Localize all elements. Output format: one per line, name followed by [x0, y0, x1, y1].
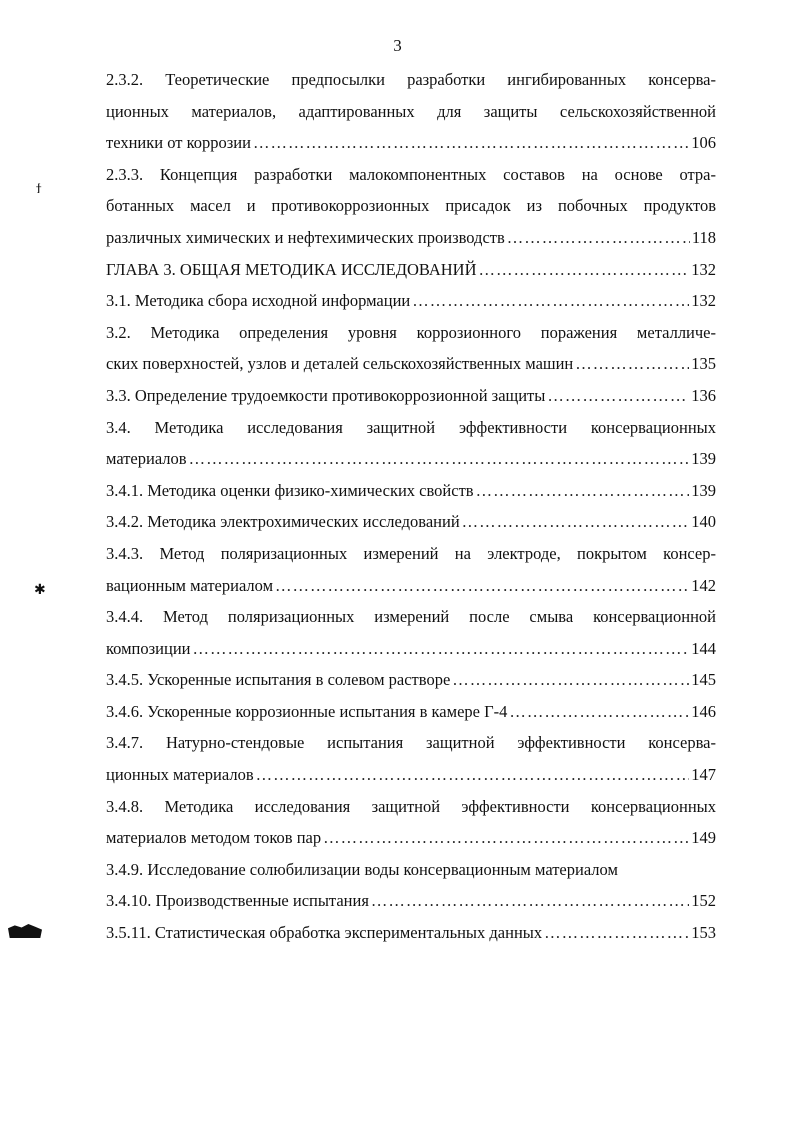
toc-entry-text: 3.3. Определение трудоемкости противокоррозионной защиты	[106, 385, 546, 405]
toc-entry-last-line	[106, 664, 716, 696]
toc-entry-line: 3.2. Методика определения уровня коррозионного поражения металличе-	[106, 322, 716, 342]
toc-leader-dots	[547, 380, 689, 412]
toc-leader-dots	[323, 822, 689, 854]
toc-entry-text: 3.4.10. Производственные испытания	[106, 891, 369, 911]
toc-entry	[106, 727, 716, 790]
toc-page-number: 139	[691, 480, 716, 500]
toc-page-number: 146	[691, 701, 716, 721]
toc-entry-last-line	[106, 696, 716, 728]
toc-entry	[106, 664, 716, 696]
toc-entry-last-line	[106, 822, 716, 854]
toc-leader-dots	[189, 443, 690, 475]
toc-leader-dots	[507, 222, 690, 254]
toc-entry-line: 3.4.7. Натурно-стендовые испытания защитной эффективности консерва-	[106, 733, 716, 753]
toc-entry-last-line	[106, 917, 716, 949]
toc-entry-last-line	[106, 759, 716, 791]
toc-entry-line: 3.4.9. Исследование солюбилизации воды консервационным материалом	[106, 859, 618, 879]
toc-page-number: 106	[691, 133, 716, 153]
toc-entry-text: 3.4.6. Ускоренные коррозионные испытания в камере Г-4	[106, 701, 508, 721]
toc-entry	[106, 506, 716, 538]
toc-entry	[106, 601, 716, 664]
toc-entry-text: техники от коррозии	[106, 133, 251, 153]
toc-page-number: 142	[691, 575, 716, 595]
toc-leader-dots	[509, 696, 689, 728]
toc-leader-dots	[462, 506, 690, 538]
toc-entry-text: 3.4.1. Методика оценки физико-химических свойств	[106, 480, 474, 500]
toc-entry-last-line	[106, 570, 716, 602]
toc-entry-last-line	[106, 885, 716, 917]
toc-leader-dots	[275, 570, 689, 602]
toc-entry	[106, 254, 716, 286]
toc-page-number: 149	[691, 828, 716, 848]
toc-entry-text: 3.4.5. Ускоренные испытания в солевом растворе	[106, 670, 451, 690]
toc-entry-line: 2.3.2. Теоретические предпосылки разработки ингибированных консерва-	[106, 70, 716, 89]
toc-leader-dots	[544, 917, 689, 949]
toc-leader-dots	[371, 885, 689, 917]
toc-entry-text: вационным материалом	[106, 575, 274, 595]
page-number: 3	[393, 36, 402, 55]
toc-leader-dots	[452, 664, 689, 696]
toc-entry-last-line	[106, 285, 716, 317]
toc-entry	[106, 159, 716, 254]
toc-entry-text: ских поверхностей, узлов и деталей сельскохозяйственных машин	[106, 354, 574, 374]
toc-entry-text: 3.4.2. Методика электрохимических исследований	[106, 512, 460, 532]
margin-smudge-icon	[8, 924, 42, 938]
toc-entry-text: ГЛАВА 3. ОБЩАЯ МЕТОДИКА ИССЛЕДОВАНИЙ	[106, 259, 477, 279]
toc-entry	[106, 885, 716, 917]
toc-entry-last-line	[106, 127, 716, 159]
toc-entry	[106, 64, 716, 159]
toc-entry-last-line	[106, 380, 716, 412]
toc-entry-text: 3.5.11. Статистическая обработка экспериментальных данных	[106, 923, 543, 943]
toc-entry-text: ционных материалов	[106, 765, 254, 785]
toc-entry-last-line	[106, 254, 716, 286]
toc-entry	[106, 917, 716, 949]
toc-entry-line: 3.4.4. Метод поляризационных измерений после смыва консервационной	[106, 607, 716, 627]
toc-entry	[106, 696, 716, 728]
toc-page-number: 153	[691, 923, 716, 943]
toc-entry	[106, 475, 716, 507]
toc-entry-text: различных химических и нефтехимических производств	[106, 227, 505, 247]
toc-entry-last-line	[106, 222, 716, 254]
toc-leader-dots	[253, 127, 689, 159]
toc-entry-last-line	[106, 475, 716, 507]
toc-entry	[106, 854, 716, 886]
toc-leader-dots	[479, 254, 690, 286]
toc-page-number: 118	[691, 227, 716, 247]
toc-page-number: 140	[691, 512, 716, 532]
toc-leader-dots	[575, 348, 689, 380]
toc-page-number: 135	[691, 354, 716, 374]
toc-page-number: 144	[691, 638, 716, 658]
toc-entry-last-line	[106, 633, 716, 665]
toc-entry-text: 3.1. Методика сбора исходной информации	[106, 291, 411, 311]
toc-entry	[106, 285, 716, 317]
toc-page-number: 132	[691, 259, 716, 279]
toc-entry-line: 2.3.3. Концепция разработки малокомпонентных составов на основе отра-	[106, 164, 716, 184]
toc-entry	[106, 791, 716, 854]
toc-entry-line: 3.4.8. Методика исследования защитной эффективности консервационных	[106, 796, 716, 816]
toc-page-number: 136	[691, 385, 716, 405]
toc-page-number: 152	[691, 891, 716, 911]
toc-page-number: 132	[691, 291, 716, 311]
toc-leader-dots	[476, 475, 690, 507]
toc-entry-text: материалов методом токов пар	[106, 828, 322, 848]
toc-entry-text: материалов	[106, 449, 187, 469]
toc-leader-dots	[256, 759, 690, 791]
margin-mark-icon: ϯ	[36, 182, 42, 197]
toc-entry-line: 3.4. Методика исследования защитной эффективности консервационных	[106, 417, 716, 437]
margin-mark-icon: ✱	[34, 583, 46, 598]
toc-entry-line: 3.4.3. Метод поляризационных измерений на электроде, покрытом консер-	[106, 543, 716, 563]
toc-entry	[106, 412, 716, 475]
toc-entry-line: ботанных масел и противокоррозионных присадок из побочных продуктов	[106, 196, 716, 216]
toc-entry-last-line	[106, 443, 716, 475]
toc-entry-last-line	[106, 348, 716, 380]
toc-entry	[106, 380, 716, 412]
toc-entry-line: ционных материалов, адаптированных для защиты сельскохозяйственной	[106, 101, 716, 121]
toc-page-number: 145	[691, 670, 716, 690]
table-of-contents	[106, 64, 716, 949]
toc-page-number: 139	[691, 449, 716, 469]
toc-leader-dots	[412, 285, 689, 317]
toc-entry	[106, 317, 716, 380]
toc-entry-text: композиции	[106, 638, 191, 658]
toc-page-number: 147	[691, 765, 716, 785]
toc-entry-last-line	[106, 506, 716, 538]
toc-leader-dots	[192, 633, 689, 665]
toc-entry	[106, 538, 716, 601]
